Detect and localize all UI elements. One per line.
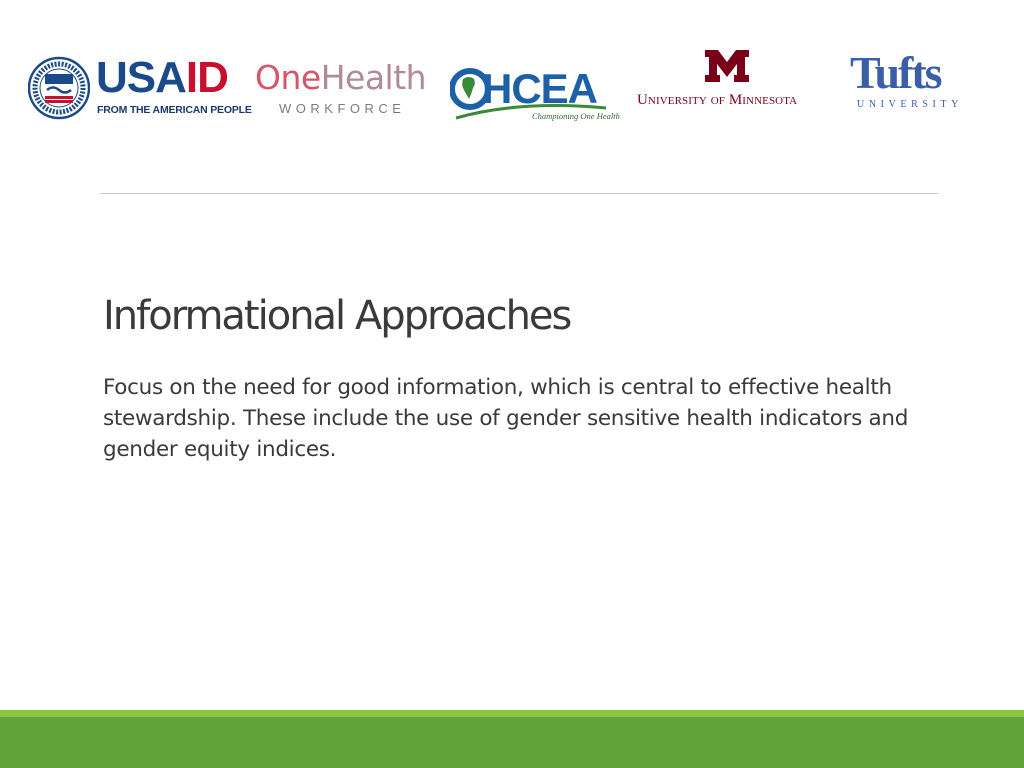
slide-title: Informational Approaches: [103, 293, 571, 339]
one-health-wordmark: OneHealth: [255, 58, 427, 97]
usaid-wordmark: USAID: [96, 53, 228, 102]
umn-wordmark: University of Minnesota: [637, 92, 798, 108]
one-health-workforce-logo: [255, 58, 425, 128]
slide-body-text: Focus on the need for good information, which is central to effective health stewardship. These include the use of gender sensitive health indicators and gender equity indices.: [103, 375, 909, 462]
partner-logos: [0, 0, 1024, 170]
tufts-university-label: UNIVERSITY: [857, 99, 963, 110]
ohcea-wordmark: HCEA: [482, 65, 598, 112]
ohcea-logo: [450, 62, 620, 127]
tufts-university-logo: [850, 47, 965, 120]
block-m-icon: [705, 50, 749, 82]
ohcea-tagline: Championing One Health: [532, 111, 620, 121]
usaid-tagline: FROM THE AMERICAN PEOPLE: [97, 104, 252, 116]
footer-accent-bar: [0, 710, 1024, 717]
university-of-minnesota-logo: [636, 50, 826, 120]
footer-bar: [0, 717, 1024, 768]
workforce-label: WORKFORCE: [279, 101, 406, 116]
usaid-seal-icon: [28, 50, 90, 126]
usaid-logo: [28, 50, 252, 130]
tufts-wordmark: Tufts: [850, 47, 941, 98]
header-divider: [100, 193, 938, 194]
